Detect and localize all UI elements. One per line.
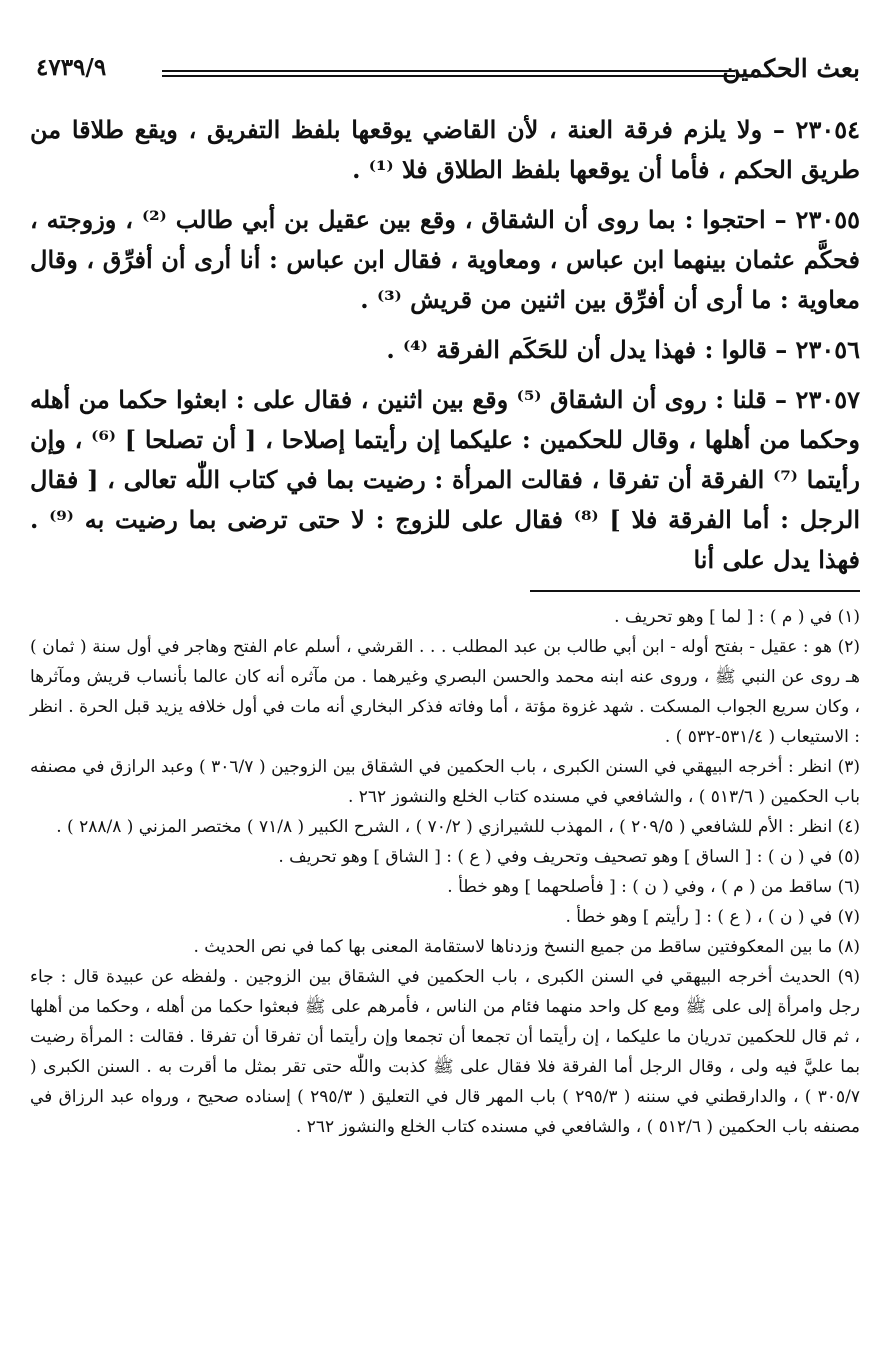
footnote-separator xyxy=(530,590,860,592)
footnote: (١) في ( م ) : [ لما ] وهو تحريف . xyxy=(614,607,860,627)
footnote: (٨) ما بين المعكوفتين ساقط من جميع النسخ وزدناها لاستقامة المعنى بها كما في نص الحديث . xyxy=(193,937,860,957)
paragraph-text: – قلنا : روى أن الشقاق ⁽⁵⁾ وقع بين اثنين ، فقال على : ابعثوا حكما من أهله وحكما من أهلها ، وقال للحكمين : عليكما إن رأيتما إصلاحا ، [ أن تصلحا ] ⁽⁶⁾ ، وإن رأيتما ⁽⁷⁾ الفرقة أن تفرقا ، فقالت المرأة : رضيت بما في كتاب اللّٰه تعالى ، [ فقال الرجل : أما الفرقة فلا ] ⁽⁸⁾ فقال على للزوج : لا حتى ترضى بما رضيت به ⁽⁹⁾ . فهذا يدل على أنا xyxy=(30,385,861,574)
footnote: (٦) ساقط من ( م ) ، وفي ( ن ) : [ فأصلحهما ] وهو خطأ . xyxy=(447,877,860,897)
header-page-number: ٤٧٣٩/٩ xyxy=(36,54,107,81)
footnote: (٧) في ( ن ) ، ( ع ) : [ رأيتم ] وهو خطأ . xyxy=(565,907,860,927)
footnote: (٣) انظر : أخرجه البيهقي في السنن الكبرى ، باب الحكمين في الشقاق بين الزوجين ( ٣٠٦/٧ ) وعبد الرازق في مصنفه باب الحكمين ( ٥١٣/٦ ) ، والشافعي في مسنده كتاب الخلع والنشوز ٢٦٢ . xyxy=(30,757,860,807)
footnotes xyxy=(30,602,860,1142)
paragraph xyxy=(30,330,860,370)
paragraph-text: – ولا يلزم فرقة العنة ، لأن القاضي يوقعها بلفظ التفريق ، ويقع طلاقا من طريق الحكم ، فأما أن يوقعها بلفظ الطلاق فلا ⁽¹⁾ . xyxy=(30,115,860,184)
header-double-rule xyxy=(162,70,735,77)
paragraph-number: ٢٣٠٥٦ xyxy=(795,335,860,364)
main-text xyxy=(30,110,860,580)
book-page xyxy=(30,40,860,1142)
paragraph xyxy=(30,200,860,320)
paragraph xyxy=(30,380,860,580)
footnote: (٤) انظر : الأم للشافعي ( ٢٠٩/٥ ) ، المهذب للشيرازي ( ٧٠/٢ ) ، الشرح الكبير ( ٧١/٨ ) مختصر المزني ( ٢٨٨/٨ ) . xyxy=(56,817,860,837)
paragraph-number: ٢٣٠٥٥ xyxy=(795,205,860,234)
footnote: (٢) هو : عقيل - بفتح أوله - ابن أبي طالب بن عبد المطلب . . . القرشي ، أسلم عام الفتح وهاجر في أول سنة ( ثمان ) هـ روى عن النبي ﷺ ، وروى عنه ابنه محمد والحسن البصري وغيرهما . من مآثره أنه كان عالما بأنساب قريش ومآثرها ، وكان سريع الجواب المسكت . شهد غزوة مؤتة ، أما وفاته فذكر البخاري أنه مات في أول خلافه يزيد قبل الحرة . انظر : الاستيعاب ( ٥٣١/٤-٥٣٢ ) . xyxy=(30,637,860,747)
paragraph-text: – احتجوا : بما روى أن الشقاق ، وقع بين عقيل بن أبي طالب ⁽²⁾ ، وزوجته ، فحكَّم عثمان بينهما ابن عباس ، ومعاوية ، فقال ابن عباس : أنا أرى أن أفرِّق ، وقال معاوية : ما أرى أن أفرِّق بين اثنين من قريش ⁽³⁾ . xyxy=(30,205,860,314)
header-title: بعث الحكمين xyxy=(722,54,860,83)
paragraph-number: ٢٣٠٥٧ xyxy=(795,385,860,414)
paragraph xyxy=(30,110,860,190)
footnote: (٩) الحديث أخرجه البيهقي في السنن الكبرى ، باب الحكمين في الشقاق بين الزوجين . ولفظه عن عبيدة قال : جاء رجل وامرأة إلى على ﷺ ومع كل واحد منهما فئام من الناس ، فأمرهم على ﷺ فبعثوا حكما من أهله ، وحكما من أهلها ، ثم قال للحكمين تدريان ما عليكما ، إن رأيتما أن تجمعا أن تجمعا وإن رأيتما أن تفرقا أن تفرقا . فقالت : المرأة رضيت بما عليَّ فيه ولى ، وقال الرجل أما الفرقة فلا فقال على ﷺ كذبت واللّٰه حتى تقر بمثل ما أقرت به . السنن الكبرى ( ٣٠٥/٧ ) ، والدارقطني في سننه ( ٢٩٥/٣ ) باب المهر قال في التعليق ( ٢٩٥/٣ ) إسناده صحيح ، ورواه عبد الرزاق في مصنفه باب الحكمين ( ٥١٢/٦ ) ، والشافعي في مسنده كتاب الخلع والنشوز ٢٦٢ . xyxy=(30,967,860,1137)
paragraph-text: – قالوا : فهذا يدل أن للحَكَم الفرقة ⁽⁴⁾ . xyxy=(386,335,796,364)
running-header xyxy=(30,40,860,83)
footnote: (٥) في ( ن ) : [ الساق ] وهو تصحيف وتحريف وفي ( ع ) : [ الشاق ] وهو تحريف . xyxy=(278,847,860,867)
paragraph-number: ٢٣٠٥٤ xyxy=(795,115,860,144)
